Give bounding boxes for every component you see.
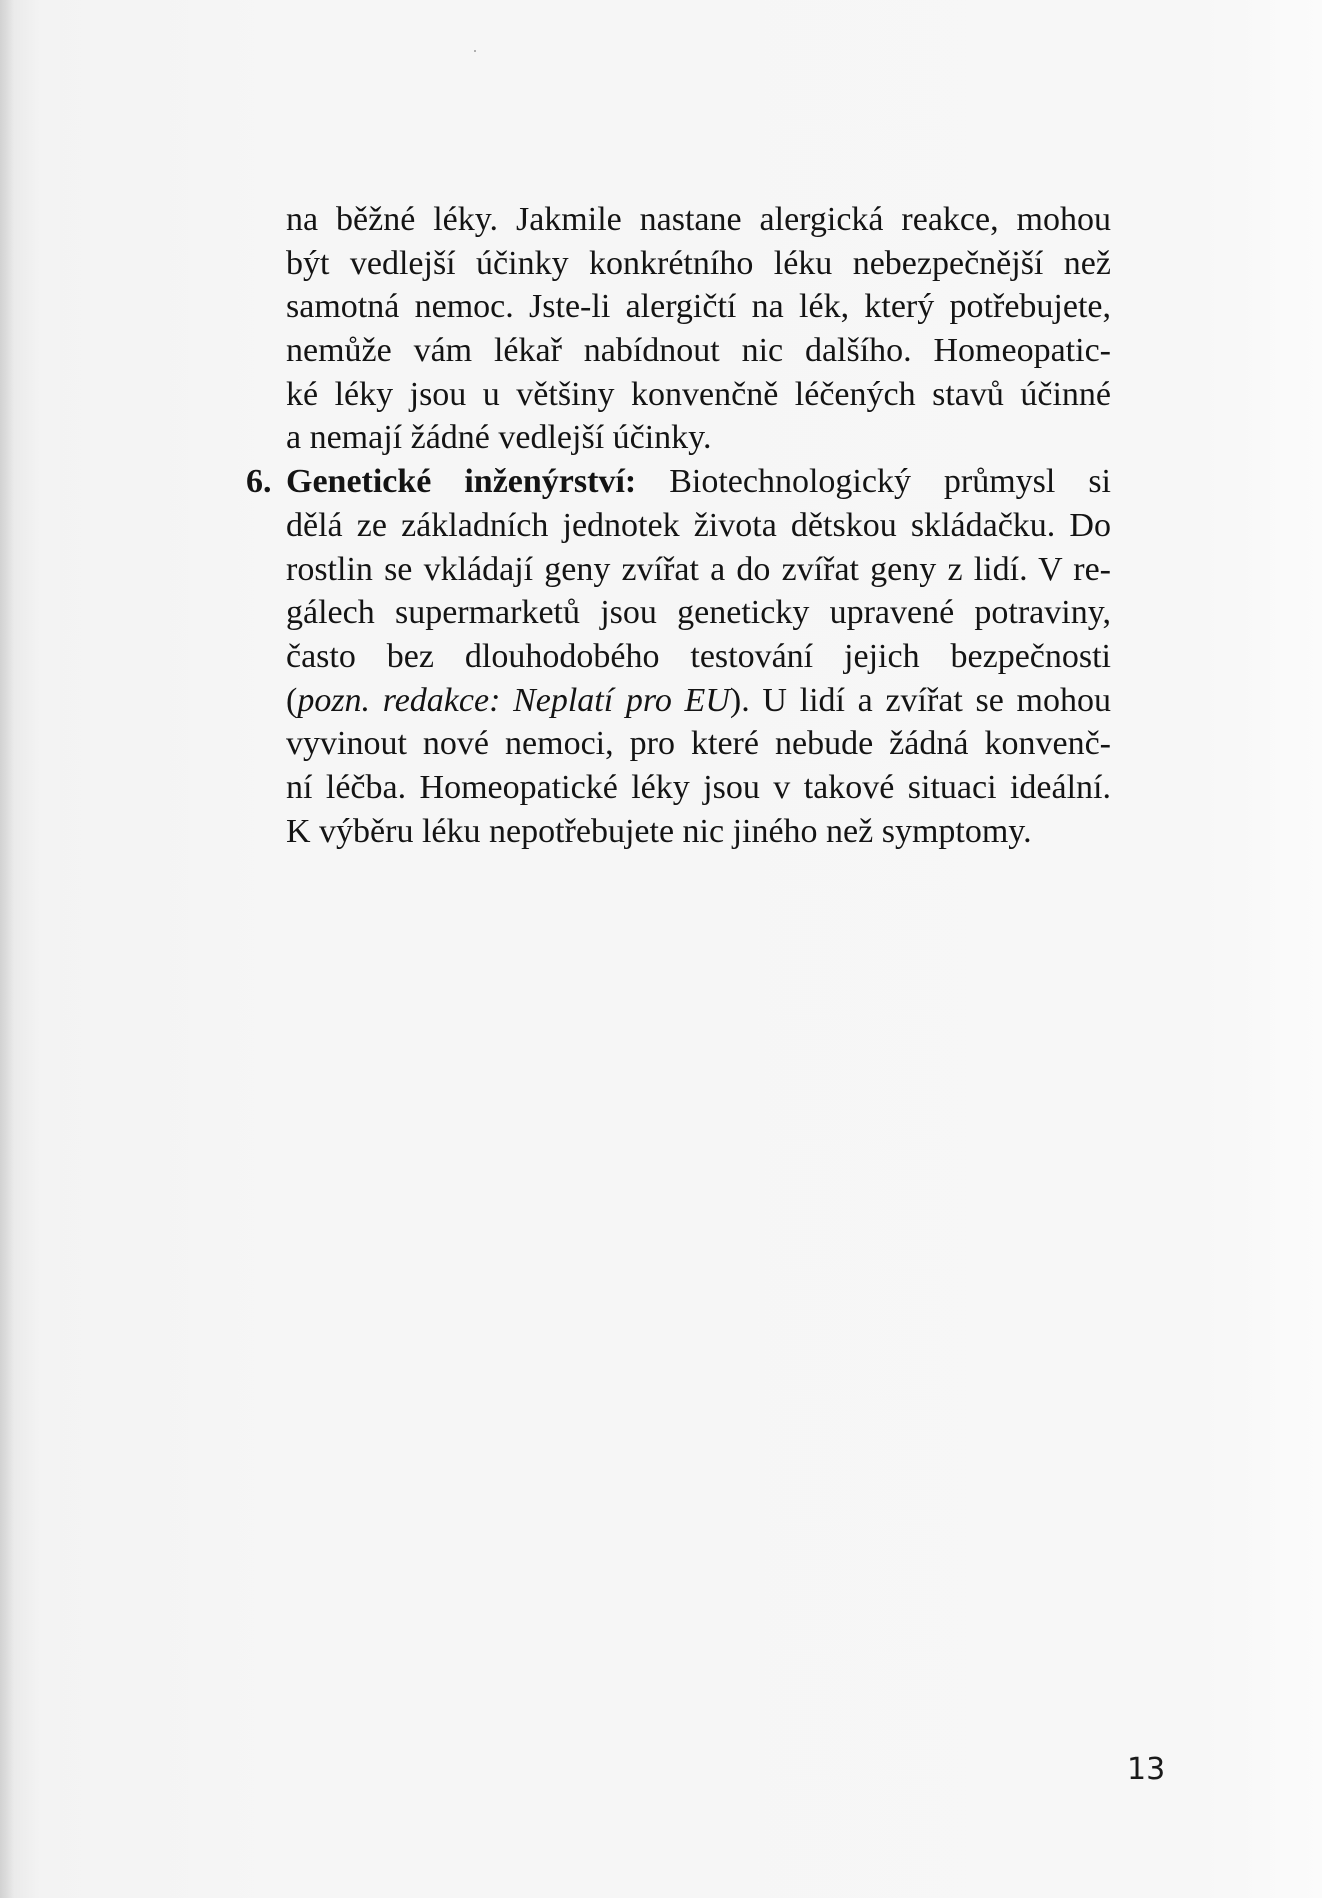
text-line: být vedlejší účinky konkrétního léku nebezpečnější než [286, 244, 1111, 282]
text-line: vyvinout nové nemoci, pro které nebude žádná konvenč- [286, 725, 1111, 763]
note-open: ( [286, 681, 298, 719]
text-line-with-note [286, 679, 1111, 723]
text-line: gálech supermarketů jsou geneticky upravené potraviny, [286, 594, 1111, 632]
text-line: ní léčba. Homeopatické léky jsou v takové situaci ideální. [286, 768, 1111, 806]
page-number: 13 [1127, 1752, 1166, 1787]
body-text [246, 198, 1112, 853]
paper-speck [474, 50, 476, 52]
text-line: na běžné léky. Jakmile nastane alergická reakce, mohou [286, 201, 1111, 238]
editorial-note: pozn. redakce: Neplatí pro EU [297, 681, 730, 719]
text-line: rostlin se vkládají geny zvířat a do zvířat geny z lidí. V re- [286, 550, 1111, 588]
text-line: samotná nemoc. Jste-li alergičtí na lék, který potřebujete, [286, 288, 1111, 326]
text-line: a nemají žádné vedlejší účinky. [286, 419, 712, 457]
text-fragment: U lidí a zvířat se mohou [762, 681, 1112, 719]
list-item-term: Genetické inženýrství: [286, 463, 637, 501]
list-item-number: 6. [246, 463, 272, 501]
text-line: dělá ze základních jednotek života dětskou skládačku. Do [286, 506, 1111, 544]
text-line: ké léky jsou u většiny konvenčně léčených stavů účinné [286, 375, 1111, 413]
list-item-6-first-line [246, 460, 1111, 504]
binding-shadow [0, 0, 14, 1898]
text-line: často bez dlouhodobého testování jejich bezpečnosti [286, 637, 1111, 675]
note-close: ). [729, 681, 750, 719]
text-line: nemůže vám lékař nabídnout nic dalšího. Homeopatic- [286, 332, 1111, 370]
text-fragment: Biotechnologický průmysl si [669, 463, 1111, 501]
text-line: K výběru léku nepotřebujete nic jiného než symptomy. [286, 812, 1032, 850]
